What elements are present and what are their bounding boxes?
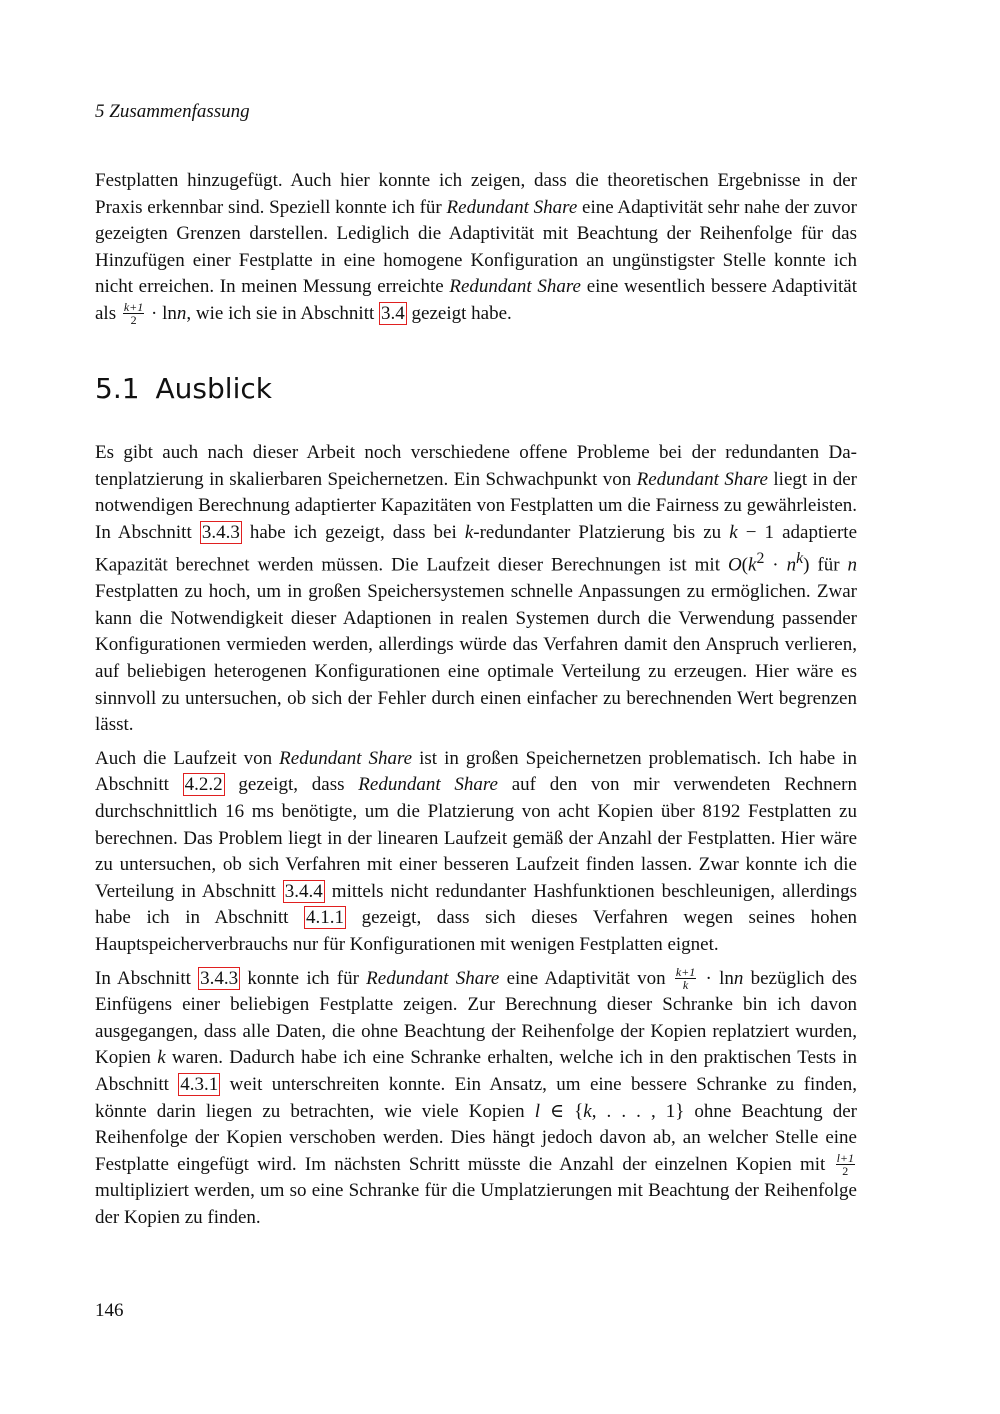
text: auf den von mir verwendeten Rechnern durchschnittlich 16 ms benötigte, um die Platzierung von acht Kopien über 8192 Festplatten zu berechnen. Das Problem liegt in der linearen Laufzeit gemäß der Anzahl der Festplatten. Hier wäre zu untersuchen, ob sich Verfahren mit einer besseren Laufzeit finden lassen. Zwar konnte ich die Verteilung in Abschnitt <box>95 774 857 902</box>
text: eine Adaptivität sehr nahe der zuvor gezeigten Grenzen darstellen. Lediglich die Adaptivität mit Beachtung der Reihenfolge für das Hinzufügen einer Festplatte in eine homogene Konfiguration an ungünstigster Stelle konnte ich nicht erreichen. In meinen Messung erreichte <box>95 196 857 298</box>
text: eine wesentlich bessere Adaptivität als <box>95 276 857 324</box>
fraction-numerator: k+1 <box>123 300 144 315</box>
text: · ln <box>146 302 177 324</box>
math-variable: k <box>729 521 738 543</box>
math-symbol: O <box>727 554 742 576</box>
text: mittels nicht redundanter Hashfunktionen beschleunigen, allerdings habe ich in Abschnitt <box>95 880 857 929</box>
text: bezüglich des Einfügens einer beliebigen Festplatte zeigen. Zur Berechnung dieser Schranke bin ich davon ausgegangen, dass alle Daten, die ohne Beachtung der Reihenfolge der Kopien replatziert wurden, Kopien <box>95 967 858 1069</box>
text: konnte ich für <box>240 967 367 989</box>
emphasis: Redundant Share <box>636 468 768 490</box>
section-number: 5.1 <box>95 372 140 405</box>
math-variable: l <box>534 1100 540 1122</box>
text: − 1 adaptierte Kapazität berechnet werden müssen. Die Laufzeit dieser Berechnungen ist mit <box>95 521 857 576</box>
section-reference-link[interactable]: 3.4.3 <box>200 967 239 989</box>
text: · ln <box>698 967 734 989</box>
emphasis: Redundant Share <box>358 774 498 796</box>
text: In Abschnitt <box>95 967 199 989</box>
math-variable: k <box>748 554 757 576</box>
text: ∈ { <box>540 1100 584 1122</box>
section-reference-link[interactable]: 4.2.2 <box>184 774 223 796</box>
fraction-numerator: k+1 <box>675 965 696 979</box>
text: habe ich gezeigt, dass bei <box>241 521 465 543</box>
text: Es gibt auch nach dieser Arbeit noch verschiedene offene Probleme bei der redundanten Datenplatzierung in skalierbaren Speichernetzen. Ein Schwachpunkt von <box>95 442 857 490</box>
math-symbol: · <box>764 554 787 576</box>
text: für <box>809 554 848 576</box>
fraction-denominator: 2 <box>130 313 137 328</box>
fraction <box>675 966 696 991</box>
text: Auch die Laufzeit von <box>95 747 280 769</box>
math-variable: k <box>464 521 474 543</box>
text: , wie ich sie in Abschnitt <box>186 302 380 324</box>
section-body <box>95 440 857 1232</box>
math-variable: n <box>847 554 858 576</box>
text: gezeigt habe. <box>406 302 512 324</box>
section-reference-link[interactable]: 3.4.4 <box>284 880 323 902</box>
text: gezeigt, dass <box>224 774 359 796</box>
text: -redundanter Platzierung bis zu <box>473 521 730 543</box>
fraction-denominator: k <box>682 978 689 992</box>
text: eine Adaptivität von <box>499 967 673 989</box>
text: waren. Dadurch habe ich eine Schranke erhalten, welche ich in den praktischen Tests in Abschnitt <box>95 1047 857 1095</box>
math-variable: n <box>733 967 744 989</box>
text: Festplatten zu hoch, um in großen Speichersystemen schnelle Anpassungen zu ermöglichen. Zwar kann die Notwendigkeit dieser Adaptionen in realen Systemen durch die Verwendung passender Konfigurationen vermieden werden, allerdings würde das Verfahren damit den Anspruch verlieren, auf beliebigen heterogenen Konfigurationen eine optimale Verteilung zu erzeugen. Hier wäre es sinnvoll zu untersuchen, ob sich der Fehler durch einen einfacher zu berechnenden Wert begrenzen lässt. <box>95 581 857 736</box>
math-variable: n <box>176 302 187 324</box>
math-variable: k <box>157 1047 166 1069</box>
emphasis: Redundant Share <box>449 276 581 298</box>
emphasis: Redundant Share <box>279 747 413 769</box>
section-reference-link[interactable]: 4.1.1 <box>306 907 345 929</box>
math-exponent: 2 <box>756 550 765 568</box>
math-variable: k <box>583 1100 592 1122</box>
fraction-denominator: 2 <box>842 1164 849 1179</box>
section-heading <box>95 372 272 405</box>
section-reference-link[interactable]: 3.4 <box>381 302 405 324</box>
emphasis: Redundant Share <box>446 196 578 218</box>
section-reference-link[interactable]: 4.3.1 <box>180 1073 219 1095</box>
text: Festplatten hinzugefügt. Auch hier konnte ich zeigen, dass die theoretischen Ergebnisse in der Praxis erkennbar sind. Speziell konnte ich für <box>95 170 857 218</box>
paragraph <box>95 440 857 739</box>
text: ist in großen Speichernetzen problematisch. Ich habe in Abschnitt <box>95 747 857 796</box>
math-symbol: ( <box>741 554 748 576</box>
emphasis: Redundant Share <box>366 967 500 989</box>
math-symbol: ) <box>803 554 810 576</box>
fraction-numerator: l+1 <box>836 1151 854 1166</box>
text: multipliziert werden, um so eine Schranke für die Umplatzierungen mit Beachtung der Reihenfolge der Kopien zu finden. <box>95 1180 857 1228</box>
math-variable: n <box>786 554 797 576</box>
text: , . . . , 1} ohne Beachtung der Reihenfolge der Kopien verschoben werden. Dies hängt jedoch davon ab, an welcher Stelle eine Festplatte eingefügt wird. Im nächsten Schritt müsste die Anzahl der einzelnen Kopien mit <box>95 1100 857 1175</box>
paragraph <box>95 746 857 959</box>
fraction <box>836 1152 855 1177</box>
intro-paragraph <box>95 168 857 328</box>
text: weit unterschreiten konnte. Ein Ansatz, um eine bessere Schranke zu finden, könnte darin liegen zu betrachten, wie viele Kopien <box>95 1073 857 1122</box>
text: liegt in der notwendigen Berechnung adaptierter Kapazitäten von Festplatten um die Fairness zu gewährleisten. In Abschnitt <box>95 468 857 543</box>
math-exponent: k <box>796 550 804 568</box>
running-head: 5 Zusammenfassung <box>95 101 250 122</box>
text: gezeigt, dass sich dieses Verfahren wegen seines hohen Hauptspeicherverbrauchs nur für Konfigurationen mit wenigen Festplatten eignet. <box>95 907 858 956</box>
page-number: 146 <box>95 1300 124 1321</box>
section-title: Ausblick <box>155 372 272 405</box>
section-reference-link[interactable]: 3.4.3 <box>201 521 240 543</box>
paragraph <box>95 966 857 1232</box>
fraction <box>123 301 144 326</box>
